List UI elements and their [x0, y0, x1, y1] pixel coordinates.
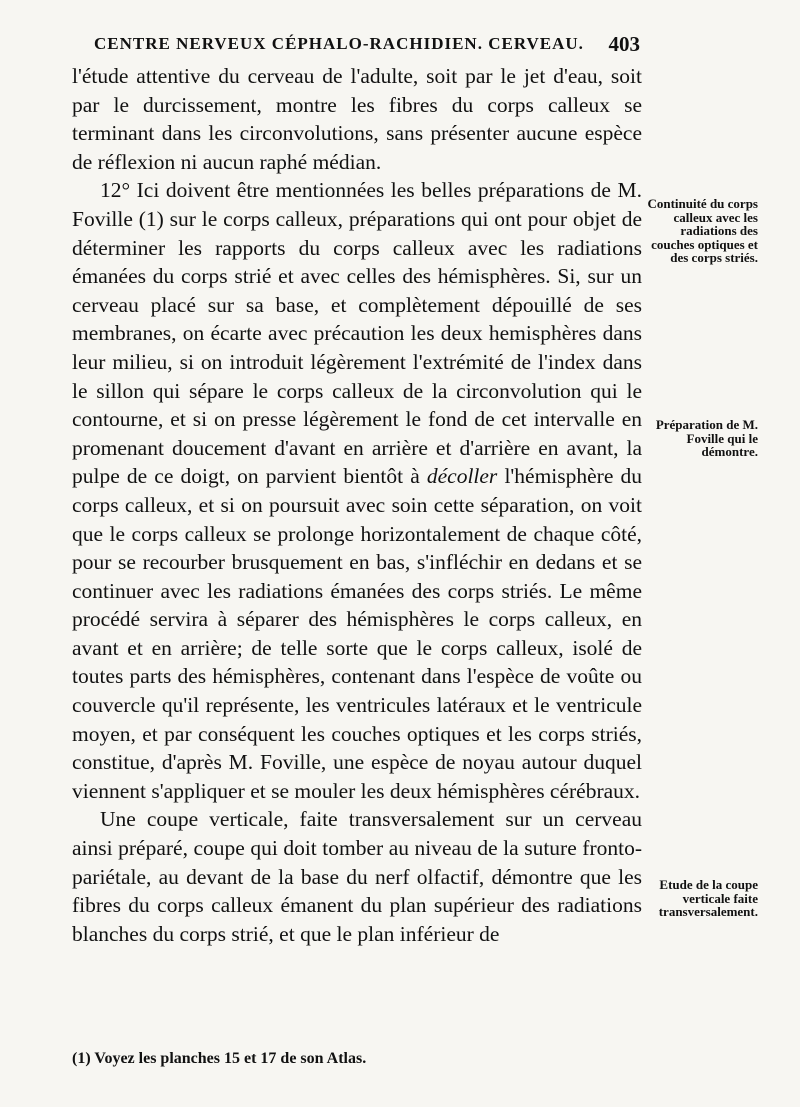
running-header	[64, 34, 640, 58]
paragraph-2-part-a: 12° Ici doivent être mentionnées les belles préparations de M. Foville (1) sur le corps calleux, préparations qui ont pour objet de déterminer les rapports du corps calleux avec les radiations émanées du corps strié et avec celles des hémisphères. Si, sur un cerveau placé sur sa base, et complètement dépouillé de ses membranes, on écarte avec précaution les deux hemisphères dans leur milieu, si on introduit légèrement l'extrémité de l'index dans le sillon qui sépare le corps calleux de la circonvolution qui le contourne, et si on presse légèrement le fond de cet intervalle en promenant doucement d'avant en arrière et d'arrière en avant, la pulpe de ce doigt, on parvient bientôt à	[72, 178, 642, 489]
emphasis-decoller: décoller	[426, 464, 498, 489]
paragraph-3: Une coupe verticale, faite transversalement sur un cerveau ainsi préparé, coupe qui doit tomber au niveau de la suture fronto-pariétale, au devant de la base du nerf olfactif, démontre que les fibres du corps calleux émanent du plan supérieur des radiations blanches du corps strié, et que le plan inférieur de	[72, 807, 642, 946]
paragraph-2	[72, 176, 642, 805]
main-text	[72, 62, 642, 948]
running-title: CENTRE NERVEUX CÉPHALO-RACHIDIEN. CERVEAU.	[94, 34, 584, 53]
margin-note-etude: Etude de la coupe verticale faite transversalement.	[658, 877, 758, 919]
paragraph-2-part-b: l'hémisphère du corps calleux, et si on poursuit avec soin cette séparation, on voit que le corps calleux se prolonge horizontalement de chaque côté, pour se recourber brusquement en bas, s'infléchir en dedans et se continuer avec les radiations émanées des corps striés. Le même procédé servira à séparer des hémisphères le corps calleux, en avant et en arrière; de telle sorte que le corps calleux, isolé de toutes parts des hémisphères, contenant dans l'espèce de voûte ou couvercle qu'il représente, les ventricules latéraux et le ventricule moyen, et par conséquent les couches optiques et les corps striés, constitue, d'après M. Foville, une espèce de noyau autour duquel viennent s'appliquer et se mouler les deux hémisphères cérébraux.	[72, 464, 643, 803]
footnote: (1) Voyez les planches 15 et 17 de son Atlas.	[72, 1050, 367, 1067]
margin-note-continuite: Continuité du corps calleux avec les radiations des couches optiques et des corps striés.	[647, 196, 758, 265]
paragraph-1: l'étude attentive du cerveau de l'adulte, soit par le jet d'eau, soit par le durcissement, montre les fibres du corps calleux se terminant dans les circonvolutions, sans présenter aucune espèce de réflexion ni aucun raphé médian.	[72, 64, 642, 174]
page-number: 403	[608, 32, 640, 56]
margin-note-preparation: Préparation de M. Foville qui le démontre.	[655, 417, 758, 459]
